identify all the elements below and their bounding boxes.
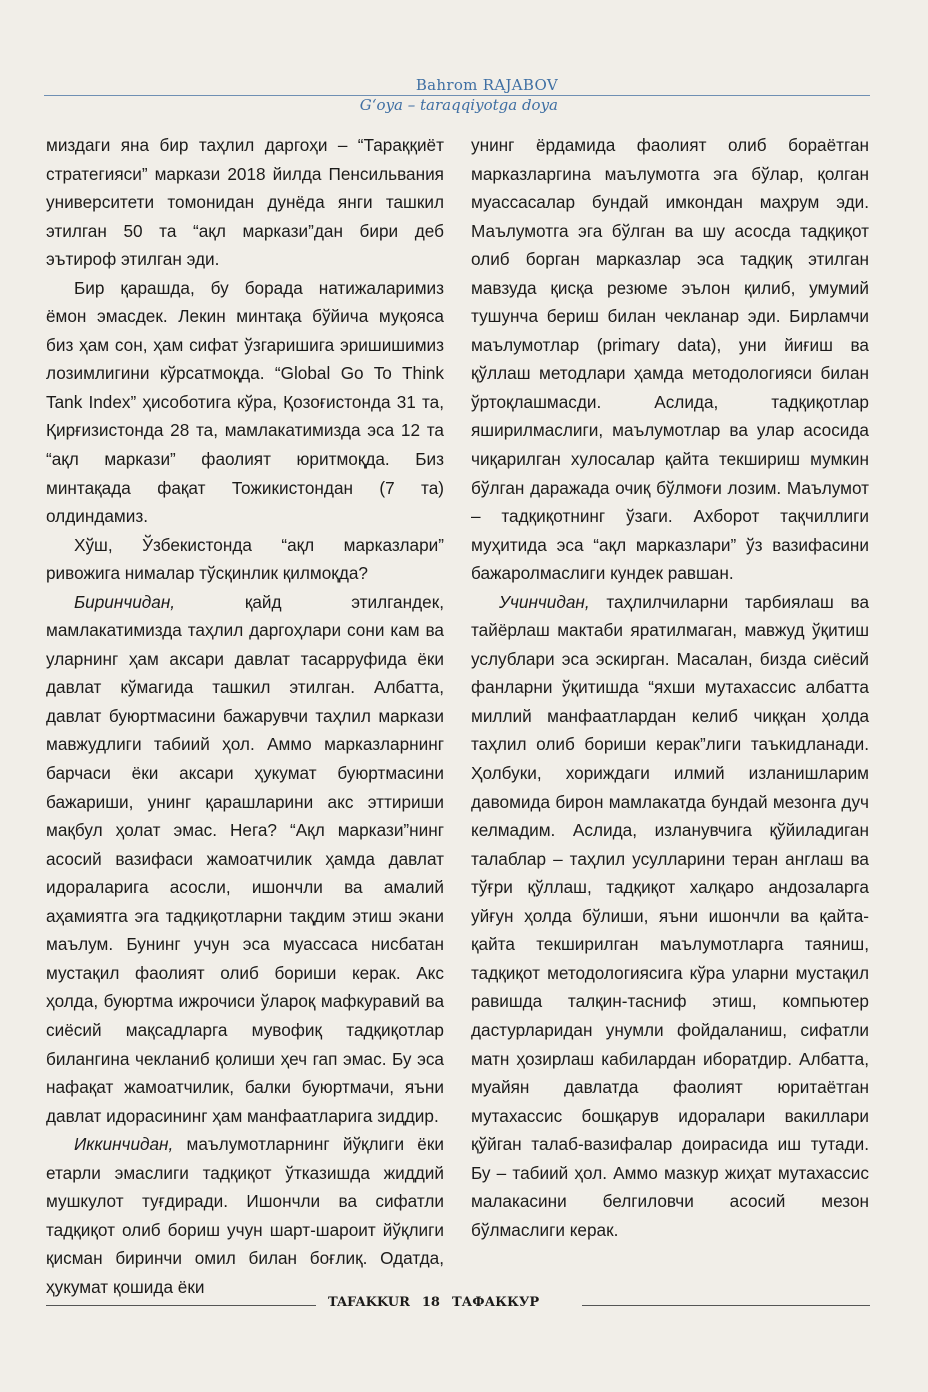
paragraph-text: маълумотларнинг йўқлиги ёки етарли эмаслиги тадқиқот ўтказишда жиддий мушкулот туғдиради. Ишончли ва сифатли тадқиқот олиб бориш учун шарт-шароит йўқлиги қисман биринчи омил билан боғлиқ. Одатда, ҳукумат қошида ёки bbox=[46, 1134, 444, 1297]
footer-text bbox=[328, 1295, 578, 1310]
paragraph-text: қайд этилгандек, мамлакатимизда таҳлил даргоҳлари сони кам ва уларнинг ҳам аксари давлат тасарруфида ёки давлат кўмагида ташкил этилган. Албатта, давлат буюртмасини бажарувчи таҳлил маркази мавжудлиги табиий ҳол. Аммо марказларнинг барчаси ёки аксари ҳукумат буюртмасини бажариши, унинг қарашларини акс эттириши мақбул ҳолат эмас. Нега? “Ақл маркази”нинг асосий вазифаси жамоатчилик ҳамда давлат идораларига асосли, ишончли ва амалий аҳамиятга эга тадқиқотларни тақдим этиш экани маълум. Бунинг учун эса муассаса нисбатан мустақил фаолият олиб бориши керак. Акс ҳолда, буюртма ижрочиси ўлароқ мафкуравий ва сиёсий мақсадларга мувофиқ тадқиқотлар билангина чекланиб қолиши ҳеч гап эмас. Бу эса нафақат жамоатчилик, балки буюртмачи, яъни давлат идорасининг ҳам манфаатларига зиддир. bbox=[46, 591, 444, 1126]
paragraph-lead-word: Учинчидан, bbox=[499, 591, 590, 612]
paragraph-text: таҳлилчиларни тарбиялаш ва тайёрлаш мактаби яратилмаган, мавжуд ўқитиш услублари эса эскирган. Масалан, бизда сиёсий фанларни ўқитишда “яхши мутахассис албатта миллий манфаатлардан келиб чиққан ҳолда таҳлил олиб бориши керак”лиги таъкидланади. Ҳолбуки, хориждаги илмий изланишларим давомида бирон мамлакатда бундай мезонга дуч келмадим. Аслида, изланувчига қўйиладиган талаблар – таҳлил усулларини теран англаш ва тўғри қўллаш, тадқиқот халқаро андозаларга уйғун ҳолда бўлиши, яъни ишончли ва қайта-қайта текширилган маълумотларга таяниш, тадқиқот методологиясига кўра уларни мустақил равишда талқин-тасниф этиш, компьютер дастурларидан унумли фойдаланиш, сифатли матн ҳозирлаш кабилардан иборатдир. Албатта, муайян давлатда фаолият юритаётган мутахассис бошқарув идоралари вакиллари қўйган талаб-вазифалар доирасида иш тутади. Бу – табиий ҳол. Аммо мазкур жиҳат мутахассис малакасини белгиловчи асосий мезон бўлмаслиги керак. bbox=[471, 591, 869, 1240]
paragraph-lead-word: Иккинчидан, bbox=[74, 1134, 174, 1155]
paragraph: Бир қарашда, бу борада натижаларимиз ёмон эмасдек. Лекин минтақа бўйича муқояса биз ҳам сон, ҳам сифат ўзгаришига эришишимиз лозимлигини кўрсатмоқда. “Global Go To Think Tank Index” ҳисоботига кўра, Қозоғистонда 31 та, Қирғизистонда 28 та, мамлакатимизда эса 12 та “ақл маркази” фаолият юритмоқда. Биз минтақада фақат Тожикистондан (7 та) олдиндамиз. bbox=[46, 277, 444, 527]
paragraph: Хўш, Ўзбекистонда “ақл марказлари” ривожига нималар тўсқинлик қилмоқда? bbox=[46, 534, 444, 584]
paragraph: унинг ёрдамида фаолият олиб бораётган марказларгина маълумотга эга бўлар, қолган муассасалар бундай имкондан маҳрум эди. Маълумотга эга бўлган ва шу асосда тадқиқот олиб борган марказлар эса тадқиқ этилган мавзуда қисқа резюме эълон қилиб, умумий тушунча бериш билан чекланар эди. Бирламчи маълумотлар (primary data), уни йиғиш ва қўллаш методлари ҳамда методологияси билан ўртоқлашмасди. Аслида, тадқиқотлар яширилмаслиги, маълумотлар ва улар асосида чиқарилган хулосалар қайта текшириш мумкин бўлган даражада очиқ бўлмоғи лозим. Маълумот – тадқиқотнинг ўзаги. Ахборот тақчиллиги муҳитида эса “ақл марказлари” ўз вазифасини бажаролмаслиги кундек равшан. bbox=[471, 135, 869, 584]
paragraph bbox=[46, 588, 444, 1130]
paragraph: миздаги яна бир таҳлил даргоҳи – “Тараққиёт стратегияси” маркази 2018 йилда Пенсильвания университети томонидан дунёда янги ташкил этилган 50 та “ақл маркази”дан бири деб эътироф этилган эди. bbox=[46, 135, 444, 270]
footer-rule-right bbox=[582, 1305, 870, 1306]
running-header bbox=[44, 76, 870, 116]
paragraph-lead-word: Биринчидан, bbox=[74, 591, 176, 612]
author-name: Bahrom RAJABOV bbox=[415, 76, 558, 94]
right-column bbox=[471, 131, 869, 1244]
paragraph bbox=[46, 1130, 444, 1301]
magazine-title-cyrillic: ТАФАККУР bbox=[451, 1295, 540, 1310]
page-footer bbox=[46, 1293, 870, 1317]
left-column bbox=[46, 131, 444, 1301]
magazine-title-latin: TAFAKKUR bbox=[328, 1295, 410, 1310]
page-number: 18 bbox=[421, 1295, 440, 1310]
footer-rule-left bbox=[46, 1305, 316, 1306]
article-subtitle: G‘oya – taraqqiyotga doya bbox=[359, 96, 558, 114]
paragraph bbox=[471, 588, 869, 1245]
